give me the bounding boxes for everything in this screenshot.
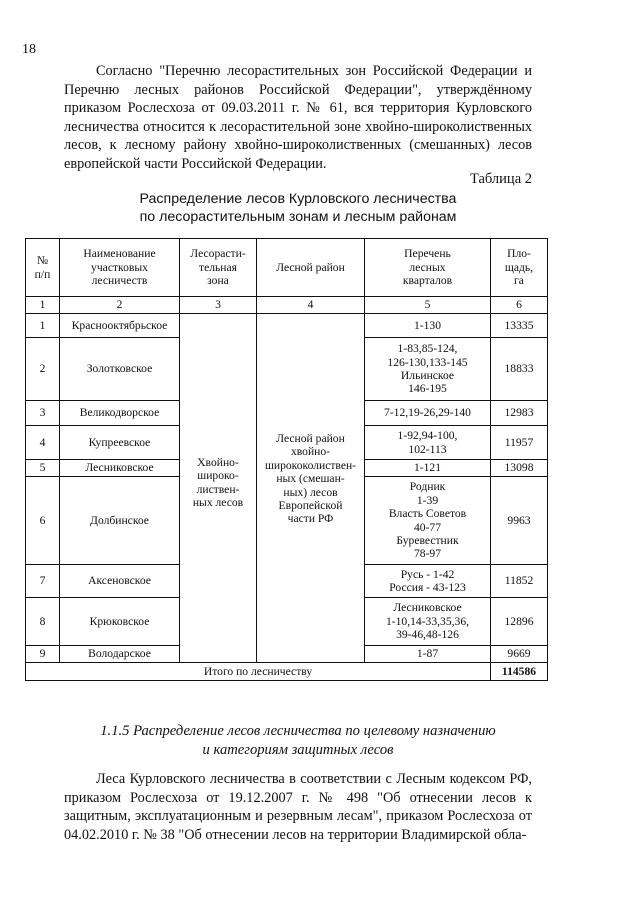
- row-num: 1: [26, 314, 60, 338]
- header-quarters: Перечень лесных кварталов: [365, 239, 491, 297]
- row-area: 13335: [491, 314, 548, 338]
- row-num: 7: [26, 565, 60, 598]
- total-row: [26, 663, 548, 681]
- table-title-line-1: Распределение лесов Курловского лесничества: [139, 191, 457, 207]
- row-num: 3: [26, 401, 60, 426]
- table-label: Таблица 2: [469, 171, 532, 187]
- row-num: 2: [26, 338, 60, 401]
- row-name: Аксеновское: [60, 565, 180, 598]
- forest-distribution-table: [25, 238, 548, 681]
- row-area: 12896: [491, 598, 548, 646]
- header-region: Лесной район: [257, 239, 365, 297]
- row-name: Купреевское: [60, 426, 180, 460]
- row-name: Золотковское: [60, 338, 180, 401]
- row-name: Великодворское: [60, 401, 180, 426]
- row-num: 5: [26, 460, 60, 477]
- header-zone: Лесорасти- тельная зона: [180, 239, 257, 297]
- row-area: 11852: [491, 565, 548, 598]
- column-number-row: [26, 297, 548, 314]
- col-number: 6: [491, 297, 548, 314]
- row-name: Лесниковское: [60, 460, 180, 477]
- row-quarters: Родник 1-39 Власть Советов 40-77 Буревестник 78-97: [365, 477, 491, 565]
- intro-paragraph: Согласно "Перечню лесорастительных зон Российской Федерации и Перечню лесных районов Российской Федерации", утверждённому приказом Рослесхоза от 09.03.2011 г. № 61, вся территория Курловского лесничества относится к лесорастительной зоне хвойно-широколиственных лесов, к лесному району хвойно-широколиственных (смешанных) лесов европейской части Российской Федерации.: [64, 63, 532, 172]
- zone-cell: Хвойно- широко- листвен- ных лесов: [180, 314, 257, 663]
- page-number: 18: [22, 42, 36, 57]
- region-cell: Лесной район хвойно- ширококолиствен- ных (смешан- ных) лесов Европейской части РФ: [257, 314, 365, 663]
- col-number: 5: [365, 297, 491, 314]
- row-name: Долбинское: [60, 477, 180, 565]
- row-quarters: 1-83,85-124, 126-130,133-145 Ильинское 146-195: [365, 338, 491, 401]
- row-area: 9669: [491, 646, 548, 663]
- row-area: 11957: [491, 426, 548, 460]
- row-name: Володарское: [60, 646, 180, 663]
- col-number: 1: [26, 297, 60, 314]
- row-quarters: 1-87: [365, 646, 491, 663]
- row-num: 9: [26, 646, 60, 663]
- row-num: 4: [26, 426, 60, 460]
- col-number: 3: [180, 297, 257, 314]
- total-label: Итого по лесничеству: [26, 663, 491, 681]
- header-num: № п/п: [26, 239, 60, 297]
- col-number: 4: [257, 297, 365, 314]
- total-area: 114586: [491, 663, 548, 681]
- row-name: Крюковское: [60, 598, 180, 646]
- row-quarters: 1-121: [365, 460, 491, 477]
- section-heading-line-1: 1.1.5 Распределение лесов лесничества по целевому назначению: [100, 723, 496, 739]
- row-area: 9963: [491, 477, 548, 565]
- table-row: [26, 314, 548, 338]
- row-quarters: Русь - 1-42 Россия - 43-123: [365, 565, 491, 598]
- table-header-row: [26, 239, 548, 297]
- row-quarters: Лесниковское 1-10,14-33,35,36, 39-46,48-126: [365, 598, 491, 646]
- closing-paragraph: Леса Курловского лесничества в соответствии с Лесным кодексом РФ, приказом Рослесхоза от 19.12.2007 г. № 498 "Об отнесении лесов к защитным, эксплуатационным и резервным лесам", приказом Рослесхоза от 04.02.2010 г. № 38 "Об отнесении лесов на территории Владимирской обла-: [64, 771, 532, 843]
- table-title-line-2: по лесорастительным зонам и лесным районам: [139, 209, 457, 225]
- row-area: 13098: [491, 460, 548, 477]
- row-quarters: 1-130: [365, 314, 491, 338]
- row-quarters: 7-12,19-26,29-140: [365, 401, 491, 426]
- row-area: 18833: [491, 338, 548, 401]
- row-name: Краснооктябрьское: [60, 314, 180, 338]
- section-heading-line-2: и категориям защитных лесов: [202, 742, 394, 758]
- header-area: Пло- щадь, га: [491, 239, 548, 297]
- col-number: 2: [60, 297, 180, 314]
- header-name: Наименование участковых лесничеств: [60, 239, 180, 297]
- row-quarters: 1-92,94-100, 102-113: [365, 426, 491, 460]
- table-title: [64, 190, 532, 226]
- row-num: 8: [26, 598, 60, 646]
- row-num: 6: [26, 477, 60, 565]
- section-heading: [64, 722, 532, 760]
- row-area: 12983: [491, 401, 548, 426]
